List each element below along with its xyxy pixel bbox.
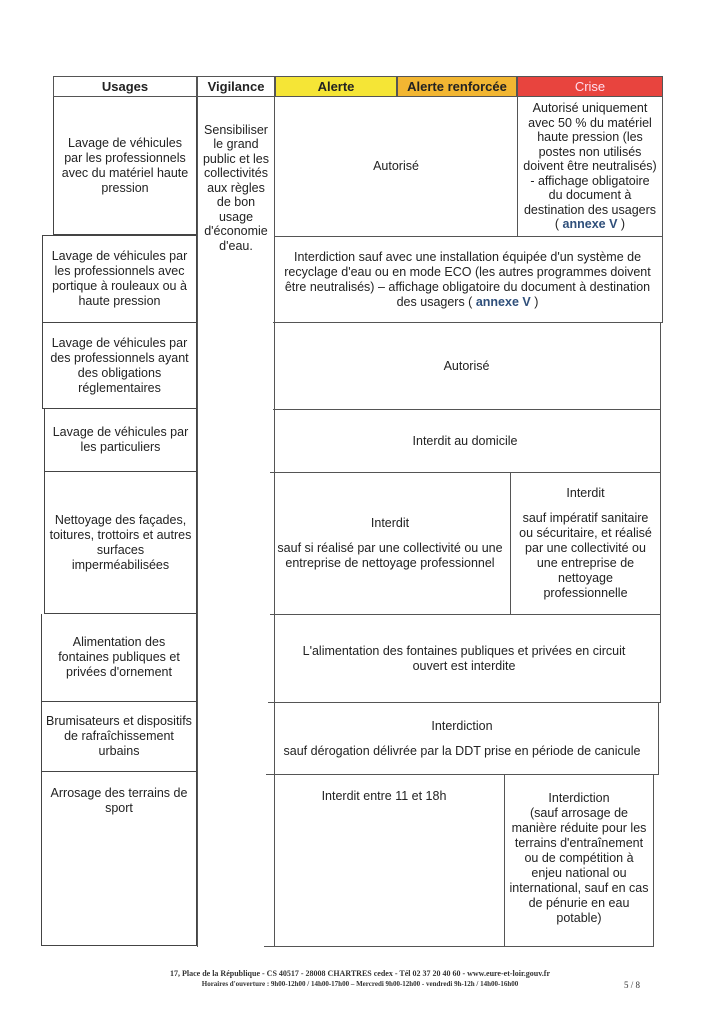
r1-crise-text: Autorisé uniquement avec 50 % du matériel haute pression (les postes non utilisés doivent être neutralisés) - affichage obligatoire du document à destination des usagers ( annexe V ) [523, 101, 657, 232]
page-number: 5 / 8 [624, 980, 641, 990]
r5-alerte-text: sauf si réalisé par une collectivité ou une entreprise de nettoyage professionnel [277, 541, 503, 570]
r1-crise [517, 97, 663, 237]
r7-text: sauf dérogation délivrée par la DDT prise en période de canicule [283, 743, 641, 758]
footer-address: 17, Place de la République - CS 40517 - 28008 CHARTRES cedex - Tél 02 37 20 40 60 - www.eure-et-loir.gouv.fr [170, 969, 550, 978]
header-crise: Crise [517, 76, 663, 97]
usage-lavage-haute-pression: Lavage de véhicules par les professionnels avec du matériel haute pression [53, 97, 197, 235]
r5-crise-title: Interdit [566, 486, 605, 500]
usage-lavage-obligations: Lavage de véhicules par des professionnels ayant des obligations réglementaires [42, 323, 197, 409]
usage-arrosage-terrains: Arrosage des terrains de sport [41, 772, 197, 946]
r8-crise [504, 775, 654, 947]
r8-crise-title: Interdiction [548, 791, 610, 805]
vigilance-text: Sensibiliser le grand public et les collectivités aux règles de bon usage d'économie d'eau. [202, 122, 269, 253]
r5-crise [510, 473, 661, 615]
r8-crise-text: (sauf arrosage de manière réduite pour les terrains d'entraînement ou de compétition à enjeu national ou international, sauf en cas de pénurie en eau potable) [509, 806, 649, 925]
r2-annexe-link[interactable]: annexe V [475, 294, 531, 309]
header-alerte-renforcee: Alerte renforcée [397, 76, 517, 97]
r3-autorise: Autorisé [273, 323, 661, 410]
header-usages: Usages [53, 76, 197, 97]
usage-nettoyage-facades: Nettoyage des façades, toitures, trottoirs et autres surfaces imperméabilisées [44, 472, 197, 614]
r2-text-cell [273, 237, 663, 323]
r5-alerte-title: Interdit [370, 516, 410, 530]
r7-title: Interdiction [431, 718, 493, 733]
r5-crise-text: sauf impératif sanitaire ou sécuritaire, et réalisé par une collectivité ou une entreprise de nettoyage professionnelle [519, 511, 652, 600]
usage-fontaines: Alimentation des fontaines publiques et privées d'ornement [41, 614, 197, 702]
r8-alerte: Interdit entre 11 et 18h [264, 775, 504, 947]
header-vigilance: Vigilance [197, 76, 275, 97]
usage-lavage-particuliers: Lavage de véhicules par les particuliers [44, 409, 197, 472]
r4-interdit-domicile: Interdit au domicile [270, 410, 661, 473]
r6-text: L'alimentation des fontaines publiques et privées en circuit ouvert est interdite [268, 615, 661, 703]
r5-alerte [270, 473, 510, 615]
usage-brumisateurs: Brumisateurs et dispositifs de rafraîchissement urbains [41, 702, 197, 772]
r1-crise-annexe-link[interactable]: annexe V [562, 217, 618, 232]
header-alerte: Alerte [275, 76, 397, 97]
r7-cell [266, 703, 659, 775]
r1-alerte-autorise: Autorisé [275, 97, 517, 237]
footer-hours: Horaires d'ouverture : 9h00-12h00 / 14h00-17h00 – Mercredi 9h00-12h00 - vendredi 9h-12h / 14h00-16h00 [201, 980, 519, 988]
usage-lavage-portique: Lavage de véhicules par les professionnels avec portique à rouleaux ou à haute pression [42, 235, 197, 323]
r2-text: Interdiction sauf avec une installation équipée d'un système de recyclage d'eau ou en mode ECO (les autres programmes doivent être neutralisés) – affichage obligatoire du document à destination des usagers ( annexe V ) [284, 249, 651, 309]
